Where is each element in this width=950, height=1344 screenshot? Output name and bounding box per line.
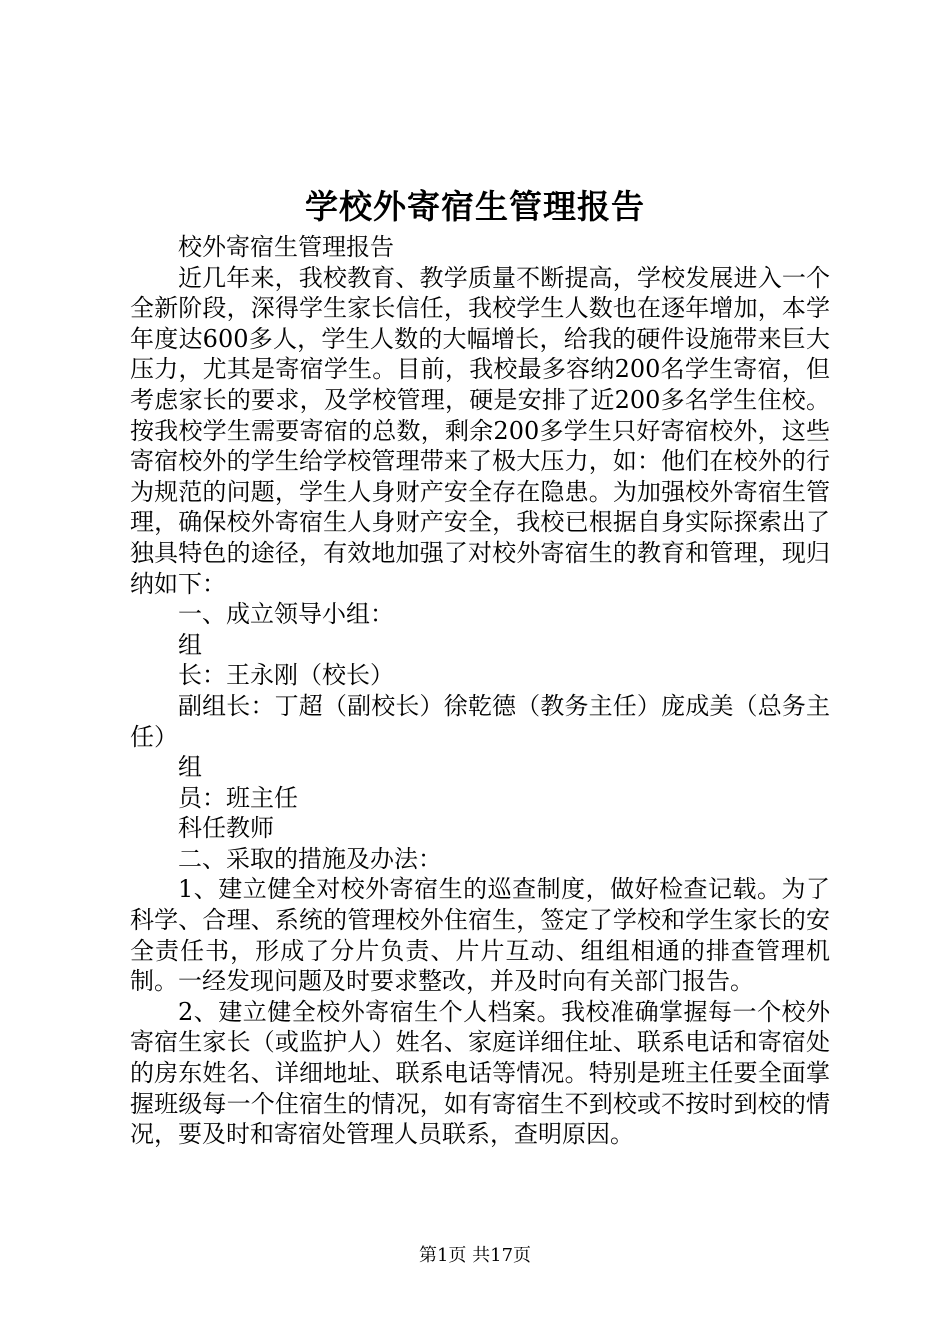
- measure-2-paragraph: 2、建立健全校外寄宿生个人档案。我校准确掌握每一个校外寄宿生家长（或监护人）姓名、家庭详细住址、联系电话和寄宿处的房东姓名、详细地址、联系电话等情况。特别是班主任要全面掌握班级每一个住宿生的情况，如有寄宿生不到校或不按时到校的情况，要及时和寄宿处管理人员联系，查明原因。: [130, 997, 830, 1149]
- member-label-part1: 组: [178, 753, 202, 782]
- member-line-teachers: 科任教师: [178, 814, 274, 843]
- leader-line: 长：王永刚（校长）: [178, 661, 394, 690]
- page-number-footer: 第1页 共17页: [418, 1245, 532, 1266]
- member-line: 员：班主任: [178, 783, 298, 812]
- section-heading-measures: 二、采取的措施及办法：: [178, 844, 442, 873]
- intro-paragraph: 近几年来，我校教育、教学质量不断提高，学校发展进入一个全新阶段，深得学生家长信任，我校学生人数也在逐年增加，本学年度达600多人，学生人数的大幅增长，给我的硬件设施带来巨大压力，尤其是寄宿学生。目前，我校最多容纳200名学生寄宿，但考虑家长的要求，及学校管理，硬是安排了近200多名学生住校。按我校学生需要寄宿的总数，剩余200多学生只好寄宿校外，这些寄宿校外的学生给学校管理带来了极大压力，如：他们在校外的行为规范的问题，学生人身财产安全存在隐患。为加强校外寄宿生管理，确保校外寄宿生人身财产安全，我校已根据自身实际探索出了独具特色的途径，有效地加强了对校外寄宿生的教育和管理，现归纳如下：: [130, 263, 830, 598]
- document-title: 学校外寄宿生管理报告: [305, 187, 645, 226]
- document-body: [130, 232, 830, 1150]
- deputy-leader-line: 副组长：丁超（副校长）徐乾德（教务主任）庞成美（总务主任）: [130, 691, 830, 751]
- subtitle-paragraph: 校外寄宿生管理报告: [178, 233, 394, 261]
- measure-1-paragraph: 1、建立健全对校外寄宿生的巡查制度，做好检查记载。为了科学、合理、系统的管理校外住宿生，签定了学校和学生家长的安全责任书，形成了分片负责、片片互动、组组相通的排查管理机制。一经发现问题及时要求整改，并及时向有关部门报告。: [130, 875, 830, 996]
- leader-label-part1: 组: [178, 630, 202, 659]
- section-heading-leadership: 一、成立领导小组：: [178, 600, 394, 629]
